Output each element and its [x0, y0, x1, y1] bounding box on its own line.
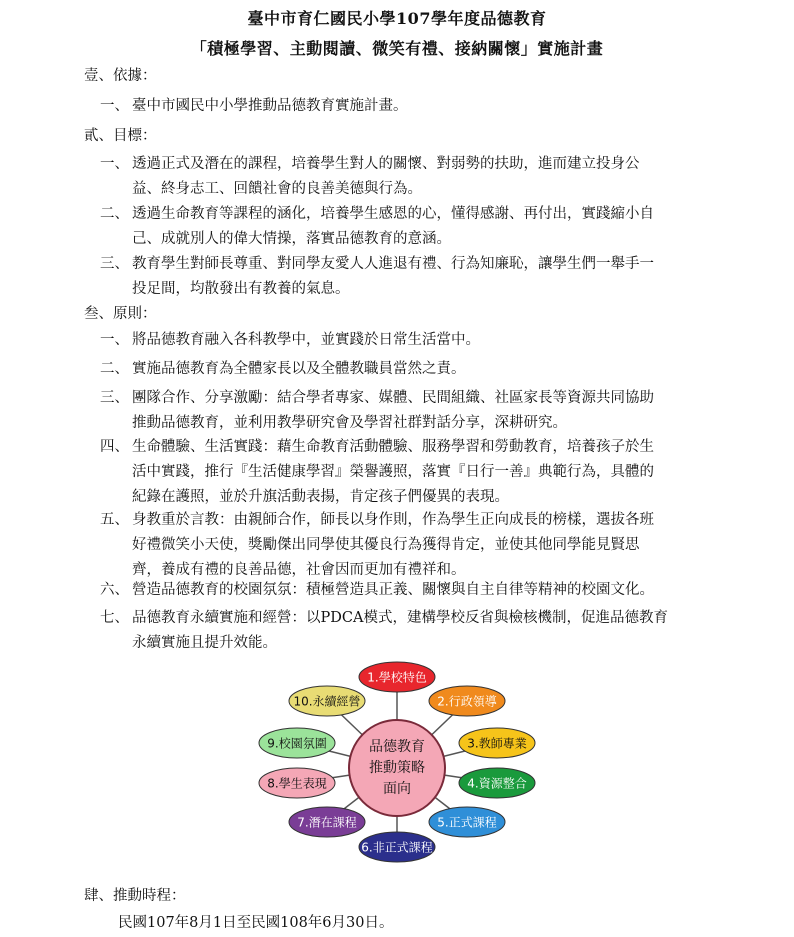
- goal-item-2: [100, 202, 720, 252]
- diagram-node: [359, 832, 435, 862]
- diagram-node: [259, 768, 335, 798]
- item-text: 好禮微笑小天使，獎勵傑出同學使其優良行為獲得肯定，並使其他同學能見賢思: [132, 537, 640, 553]
- diagram-node-label: 3.教師專業: [467, 736, 527, 751]
- goal-item-1: [100, 152, 720, 202]
- item-number: 二、: [100, 361, 129, 377]
- document-title-line1: 臺中市育仁國民小學107學年度品德教育: [247, 9, 547, 28]
- item-number: 一、: [100, 98, 129, 114]
- item-number: 三、: [100, 256, 129, 272]
- item-text: 永續實施且提升效能。: [132, 635, 277, 651]
- principle-item-5: [100, 508, 720, 583]
- item-number: 三、: [100, 390, 129, 406]
- item-text: 齊，養成有禮的良善品德，社會因而更加有禮祥和。: [132, 562, 466, 578]
- basis-item-1: [100, 94, 720, 119]
- diagram-center: [349, 720, 445, 816]
- principle-item-4: [100, 435, 720, 510]
- strategy-diagram: [0, 655, 794, 875]
- principle-item-2: [100, 357, 720, 382]
- diagram-node: [289, 807, 365, 837]
- item-number: 五、: [100, 512, 129, 528]
- item-number: 七、: [100, 610, 129, 626]
- item-number: 一、: [100, 332, 129, 348]
- diagram-node: [459, 768, 535, 798]
- item-text: 品德教育永續實施和經營：以PDCA模式，建構學校反省與檢核機制，促進品德教育: [132, 610, 668, 626]
- item-text: 透過正式及潛在的課程，培養學生對人的關懷、對弱勢的扶助，進而建立投身公: [132, 156, 640, 172]
- diagram-node-label: 8.學生表現: [267, 776, 327, 791]
- section-heading-timeline: 肆、推動時程：: [84, 888, 186, 904]
- diagram-node-label: 7.潛在課程: [297, 815, 357, 830]
- diagram-node-label: 5.正式課程: [437, 815, 497, 830]
- item-text: 生命體驗、生活實踐：藉生命教育活動體驗、服務學習和勞動教育，培養孩子於生: [132, 439, 654, 455]
- principle-item-6: [100, 578, 720, 603]
- principle-item-7: [100, 606, 720, 656]
- item-text: 投足間，均散發出有教養的氣息。: [132, 281, 350, 297]
- diagram-node-label: 4.資源整合: [467, 776, 527, 791]
- item-text: 將品德教育融入各科教學中，並實踐於日常生活當中。: [132, 332, 480, 348]
- principle-item-3: [100, 386, 720, 436]
- diagram-node: [429, 807, 505, 837]
- center-label-line2: 推動策略: [369, 760, 425, 776]
- item-text: 透過生命教育等課程的涵化，培養學生感恩的心，懂得感謝、再付出，實踐縮小自: [132, 206, 654, 222]
- diagram-node-label: 1.學校特色: [367, 670, 427, 685]
- diagram-node: [429, 686, 505, 716]
- diagram-node: [359, 662, 435, 692]
- item-text: 教育學生對師長尊重、對同學友愛人人進退有禮、行為知廉恥，讓學生們一舉手一: [132, 256, 654, 272]
- diagram-node-label: 6.非正式課程: [361, 840, 433, 855]
- item-text: 身教重於言教：由親師合作，師長以身作則，作為學生正向成長的榜樣，選拔各班: [132, 512, 654, 528]
- diagram-node: [289, 686, 365, 716]
- item-text: 實施品德教育為全體家長以及全體教職員當然之責。: [132, 361, 466, 377]
- item-number: 二、: [100, 206, 129, 222]
- document-title-line2: 「積極學習、主動閱讀、微笑有禮、接納關懷」實施計畫: [190, 39, 604, 58]
- principle-item-1: [100, 328, 720, 353]
- item-number: 四、: [100, 439, 129, 455]
- diagram-node-label: 2.行政領導: [437, 694, 497, 709]
- item-text: 推動品德教育，並利用教學研究會及學習社群對話分享，深耕研究。: [132, 415, 567, 431]
- item-text: 活中實踐，推行『生活健康學習』榮譽護照，落實『日行一善』典範行為，具體的: [132, 464, 654, 480]
- item-text: 紀錄在護照，並於升旗活動表揚，肯定孩子們優異的表現。: [132, 489, 509, 505]
- diagram-node-label: 9.校園氛圍: [267, 736, 327, 751]
- timeline-text: 民國107年8月1日至民國108年6月30日。: [118, 915, 394, 931]
- section-heading-goals: 貳、目標：: [84, 128, 157, 144]
- diagram-node: [259, 728, 335, 758]
- item-text: 己、成就別人的偉大情操，落實品德教育的意涵。: [132, 231, 451, 247]
- diagram-node: [459, 728, 535, 758]
- item-number: 一、: [100, 156, 129, 172]
- diagram-node-label: 10.永續經營: [293, 694, 361, 709]
- section-heading-basis: 壹、依據：: [84, 68, 157, 84]
- item-text: 益、終身志工、回饋社會的良善美德與行為。: [132, 181, 422, 197]
- item-text: 營造品德教育的校園氛氛：積極營造具正義、關懷與自主自律等精神的校園文化。: [132, 582, 654, 598]
- section-heading-principles: 叁、原則：: [84, 306, 157, 322]
- item-text: 團隊合作、分享激勵：結合學者專家、媒體、民間組織、社區家長等資源共同協助: [132, 390, 654, 406]
- item-text: 臺中市國民中小學推動品德教育實施計畫。: [132, 98, 408, 114]
- goal-item-3: [100, 252, 720, 302]
- center-label-line1: 品德教育: [369, 739, 425, 755]
- item-number: 六、: [100, 582, 129, 598]
- center-label-line3: 面向: [383, 781, 411, 797]
